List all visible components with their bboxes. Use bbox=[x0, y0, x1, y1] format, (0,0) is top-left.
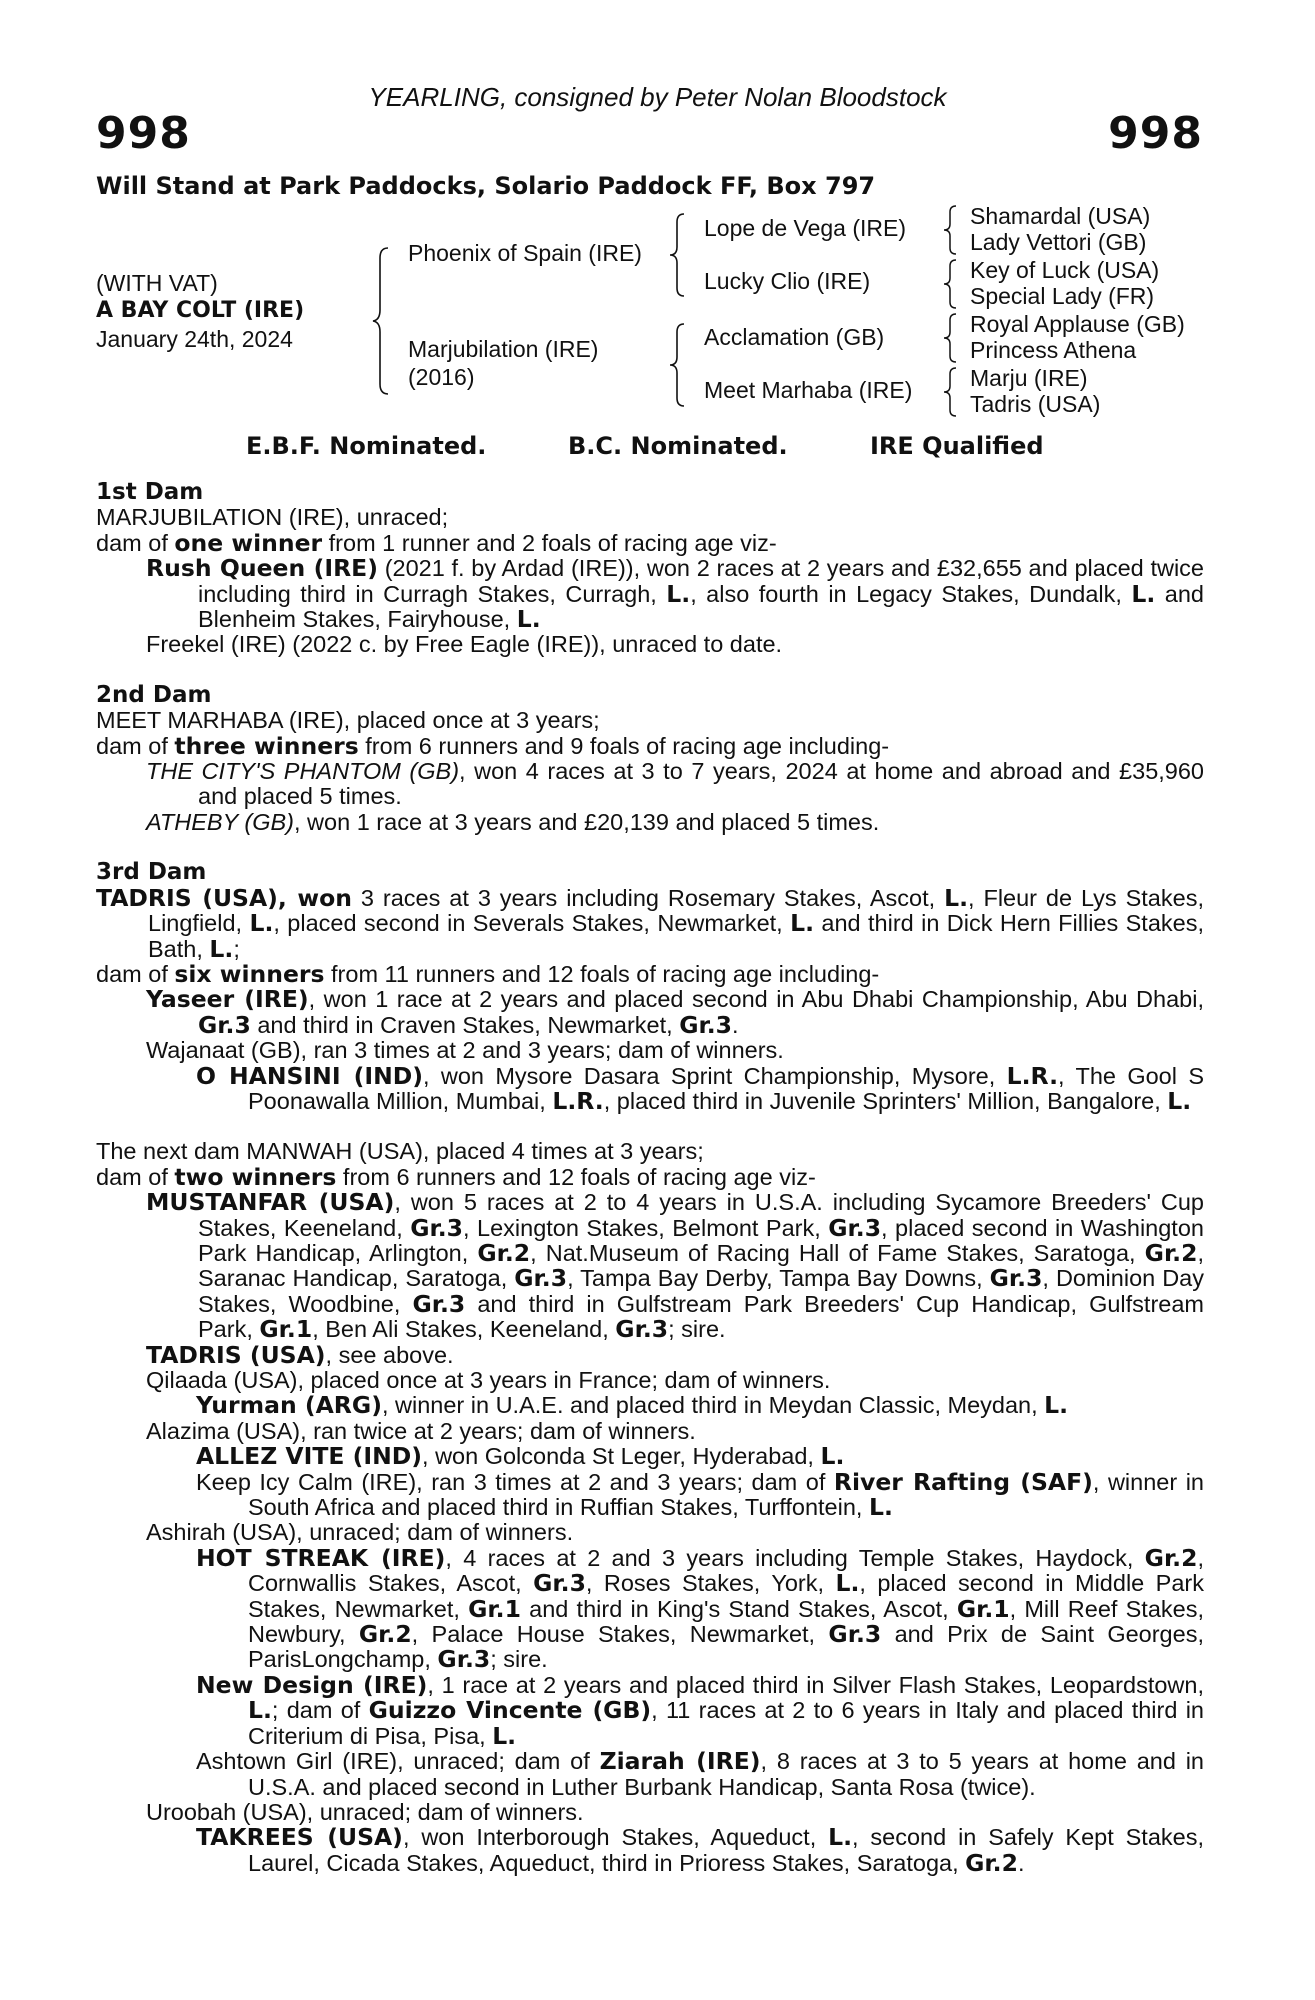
bc-nominated: B.C. Nominated. bbox=[568, 432, 788, 460]
lot-name: A BAY COLT (IRE) bbox=[96, 298, 305, 323]
entry-ashtown-girl: Ashtown Girl (IRE), unraced; dam of Ziarah (IRE), 8 races at 3 to 5 years at home and in U.S.A. and placed second in Luther Burbank Handicap, Santa Rosa (twice). bbox=[196, 1747, 1204, 1800]
third-dam-produce: dam of six winners from 11 runners and 12 foals of racing age including- bbox=[96, 959, 880, 988]
grandparent-6: Princess Athena bbox=[970, 337, 1137, 363]
grandparent-2: Lady Vettori (GB) bbox=[970, 229, 1147, 255]
entry-atheby: ATHEBY (GB), won 1 race at 3 years and £20,139 and placed 5 times. bbox=[146, 808, 880, 835]
foaling-date: January 24th, 2024 bbox=[96, 326, 293, 352]
dam-year: (2016) bbox=[408, 364, 475, 390]
entry-ashirah: Ashirah (USA), unraced; dam of winners. bbox=[146, 1519, 574, 1546]
entry-qilaada: Qilaada (USA), placed once at 3 years in France; dam of winners. bbox=[146, 1367, 831, 1393]
entry-tadris: TADRIS (USA), see above. bbox=[146, 1340, 454, 1369]
stand-location: Will Stand at Park Paddocks, Solario Paddock FF, Box 797 bbox=[96, 172, 876, 200]
lot-number-right: 998 bbox=[1108, 108, 1203, 159]
brace-g2 bbox=[942, 258, 962, 310]
entry-keep-icy-calm: Keep Icy Calm (IRE), ran 3 times at 2 and 3 years; dam of River Rafting (SAF), winner in South Africa and placed third in Ruffian Stakes, Turffontein, L. bbox=[196, 1467, 1204, 1522]
entry-uroobah: Uroobah (USA), unraced; dam of winners. bbox=[146, 1798, 584, 1825]
entry-yaseer: Yaseer (IRE), won 1 race at 2 years and placed second in Abu Dhabi Championship, Abu Dhabi, Gr.3 and third in Craven Stakes, Newmarket, Gr.3. bbox=[146, 985, 1204, 1039]
third-dam-line: TADRIS (USA), won 3 races at 3 years including Rosemary Stakes, Ascot, L., Fleur de Lys Stakes, Lingfield, L., placed second in Severals Stakes, Newmarket, L. and third in Dick Hern Fillies Stakes, Bath, L.; bbox=[96, 883, 1204, 963]
first-dam-heading: 1st Dam bbox=[96, 479, 204, 505]
brace-sire-parents bbox=[668, 212, 690, 298]
dam-sire: Acclamation (GB) bbox=[704, 324, 885, 350]
grandparent-8: Tadris (USA) bbox=[970, 391, 1101, 417]
entry-yurman: Yurman (ARG), winner in U.A.E. and placed third in Meydan Classic, Meydan, L. bbox=[196, 1391, 1069, 1420]
second-dam-line: MEET MARHABA (IRE), placed once at 3 years; bbox=[96, 707, 600, 734]
lot-number-left: 998 bbox=[96, 108, 191, 159]
brace-g1 bbox=[942, 204, 962, 256]
ebf-nominated: E.B.F. Nominated. bbox=[246, 432, 487, 460]
entry-hot-streak: HOT STREAK (IRE), 4 races at 2 and 3 years including Temple Stakes, Haydock, Gr.2, Cornwallis Stakes, Ascot, Gr.3, Roses Stakes, York, L., placed second in Middle Park Stakes, Newmarket, Gr.1 and third in King's Stand Stakes, Ascot, Gr.1, Mill Reef Stakes, Newbury, Gr.2, Palace House Stakes, Newmarket, Gr.3 and Prix de Saint Georges, ParisLongchamp, Gr.3; sire. bbox=[196, 1543, 1204, 1674]
entry-citys-phantom: THE CITY'S PHANTOM (GB), won 4 races at 3 to 7 years, 2024 at home and abroad and £35,960 and placed 5 times. bbox=[146, 758, 1204, 810]
grandparent-3: Key of Luck (USA) bbox=[970, 257, 1160, 283]
grandparent-7: Marju (IRE) bbox=[970, 365, 1088, 391]
third-dam-heading: 3rd Dam bbox=[96, 859, 207, 886]
dam: Marjubilation (IRE) bbox=[408, 336, 599, 362]
entry-allez-vite: ALLEZ VITE (IND), won Golconda St Leger, Hyderabad, L. bbox=[196, 1442, 845, 1471]
consignment-line: YEARLING, consigned by Peter Nolan Bloodstock bbox=[368, 82, 947, 112]
grandparent-4: Special Lady (FR) bbox=[970, 283, 1155, 309]
next-dam-line: The next dam MANWAH (USA), placed 4 times at 3 years; bbox=[96, 1138, 704, 1165]
second-dam-heading: 2nd Dam bbox=[96, 681, 212, 708]
catalogue-body bbox=[96, 480, 1204, 1876]
entry-freekel: Freekel (IRE) (2022 c. by Free Eagle (IRE)), unraced to date. bbox=[146, 631, 783, 658]
grandparent-1: Shamardal (USA) bbox=[970, 203, 1151, 229]
entry-mustanfar: MUSTANFAR (USA), won 5 races at 2 to 4 years in U.S.A. including Sycamore Breeders' Cup Stakes, Keeneland, Gr.3, Lexington Stakes, Belmont Park, Gr.3, placed second in Washington Park Handicap, Arlington, Gr.2, Nat.Museum of Racing Hall of Fame Stakes, Saratoga, Gr.2, Saranac Handicap, Saratoga, Gr.3, Tampa Bay Derby, Tampa Bay Downs, Gr.3, Dominion Day Stakes, Woodbine, Gr.3 and third in Gulfstream Park Breeders' Cup Handicap, Gulfstream Park, Gr.1, Ben Ali Stakes, Keeneland, Gr.3; sire. bbox=[146, 1188, 1205, 1344]
entry-alazima: Alazima (USA), ran twice at 2 years; dam of winners. bbox=[146, 1417, 696, 1444]
first-dam-line: MARJUBILATION (IRE), unraced; bbox=[96, 504, 449, 531]
brace-g4 bbox=[942, 366, 962, 418]
first-dam-produce: dam of one winner from 1 runner and 2 foals of racing age viz- bbox=[96, 528, 777, 557]
brace-sire-dam bbox=[370, 246, 394, 396]
brace-dam-parents bbox=[668, 322, 690, 408]
sire-sire: Lope de Vega (IRE) bbox=[704, 215, 907, 241]
entry-o-hansini: O HANSINI (IND), won Mysore Dasara Sprint Championship, Mysore, L.R., The Gool S Poonawalla Million, Mumbai, L.R., placed third in Juvenile Sprinters' Million, Bangalore, L. bbox=[196, 1061, 1204, 1115]
entry-wajanaat: Wajanaat (GB), ran 3 times at 2 and 3 years; dam of winners. bbox=[146, 1037, 784, 1064]
sire-dam: Lucky Clio (IRE) bbox=[704, 268, 871, 294]
entry-rush-queen: Rush Queen (IRE) (2021 f. by Ardad (IRE)), won 2 races at 2 years and £32,655 and placed twice including third in Curragh Stakes, Curragh, L., also fourth in Legacy Stakes, Dundalk, L. and Blenheim Stakes, Fairyhouse, L. bbox=[146, 554, 1204, 634]
entry-takrees: TAKREES (USA), won Interborough Stakes, Aqueduct, L., second in Safely Kept Stakes, Laurel, Cicada Stakes, Aqueduct, third in Prioress Stakes, Saratoga, Gr.2. bbox=[196, 1823, 1204, 1877]
brace-g3 bbox=[942, 312, 962, 364]
second-dam-produce: dam of three winners from 6 runners and 9 foals of racing age including- bbox=[96, 731, 890, 760]
ire-qualified: IRE Qualified bbox=[870, 432, 1044, 460]
vat-note: (WITH VAT) bbox=[96, 270, 218, 296]
entry-new-design: New Design (IRE), 1 race at 2 years and placed third in Silver Flash Stakes, Leopardstown, L.; dam of Guizzo Vincente (GB), 11 races at 2 to 6 years in Italy and placed third in Criterium di Pisa, Pisa, L. bbox=[196, 1670, 1204, 1750]
next-dam-produce: dam of two winners from 6 runners and 12 foals of racing age viz- bbox=[96, 1162, 816, 1191]
dam-dam: Meet Marhaba (IRE) bbox=[704, 377, 913, 403]
sire: Phoenix of Spain (IRE) bbox=[408, 240, 642, 266]
grandparent-5: Royal Applause (GB) bbox=[970, 311, 1185, 337]
